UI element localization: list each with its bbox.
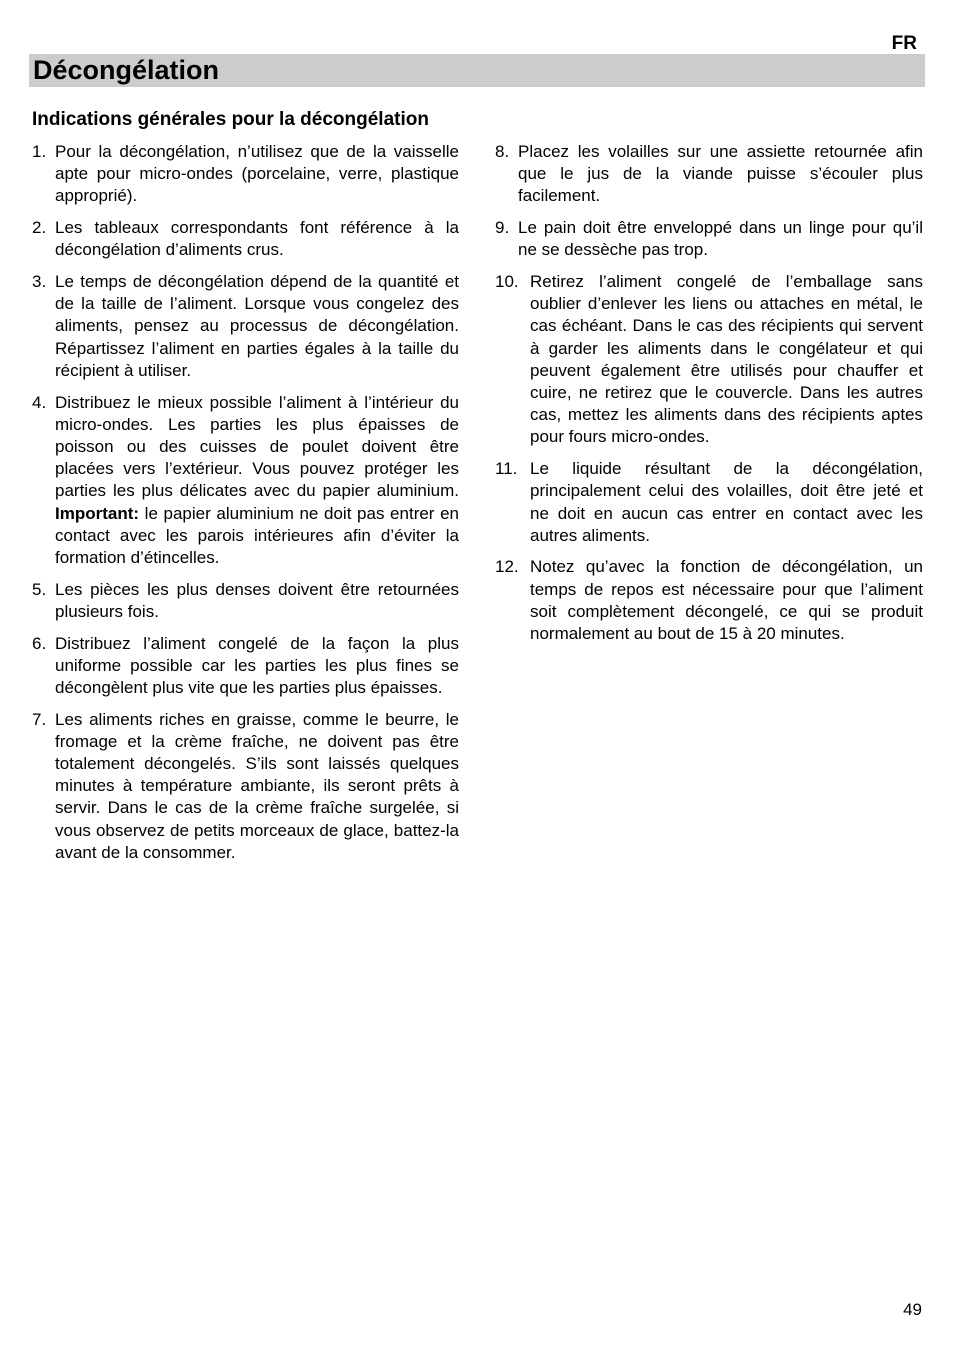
item-number: 12. [495,557,519,577]
item-text: Le pain doit être enveloppé dans un linge pour qu’il ne se dessèche pas trop. [518,218,923,260]
list-item [495,141,923,208]
item-text: Les pièces les plus denses doivent être retournées plusieurs fois. [55,579,459,621]
item-number: 7. [32,709,47,729]
item-text: Les aliments riches en graisse, comme le beurre, le fromage et la crème fraîche, ne doivent pas être totalement décongelés. S’ils sont laissés quelques minutes à température ambiante, ils seront prêts à servir. Dans le cas de la crème fraîche surgelée, si vous observez de petits morceaux de glace, battez-la avant de la consommer. [55,709,459,862]
list-item [495,458,923,547]
list-item [495,217,923,261]
item-text: Notez qu’avec la fonction de décongélation, un temps de repos est nécessaire pour que l’aliment soit complètement décongelé, ce qui se produit normalement au bout de 15 à 20 minutes. [530,557,923,644]
section-subtitle: Indications générales pour la décongélation [32,109,429,130]
item-number: 1. [32,142,47,161]
item-text: Pour la décongélation, n’utilisez que de la vaisselle apte pour micro-ondes (porcelaine, verre, plastique approprié). [55,142,459,206]
list-item [32,141,459,208]
list-item [32,633,459,700]
list-item [32,271,459,382]
left-column [32,141,459,874]
item-text: Placez les volailles sur une assiette retournée afin que le jus de la viande puisse s’écouler plus facilement. [518,142,923,206]
language-code: FR [891,33,917,54]
list-item [495,271,923,449]
item-text-part: Distribuez le mieux possible l’aliment à l’intérieur du micro-ondes. Les parties les plus épaisses de poisson ou des cuisses de poulet doivent être placées vers l’extérieur. Vous pouvez protéger les parties les plus délicates avec du papier aluminium. [55,392,459,501]
item-number: 9. [495,218,510,238]
list-item [32,392,459,570]
item-number: 2. [32,218,47,238]
item-number: 6. [32,633,47,653]
item-number: 8. [495,142,510,161]
important-label: Important: [55,503,140,523]
item-number: 3. [32,272,47,292]
item-text: Le liquide résultant de la décongélation, principalement celui des volailles, doit être jeté et ne doit en aucun cas entrer en contact avec les autres aliments. [530,459,923,545]
item-text: Le temps de décongélation dépend de la quantité et de la taille de l’aliment. Lorsque vous congelez des aliments, pensez au processus de décongélation. Répartissez l’aliment en parties égales à la taille du récipient à utiliser. [55,272,459,380]
list-item [32,217,459,261]
list-item [32,579,459,623]
item-text: Distribuez l’aliment congelé de la façon la plus uniforme possible car les parties les plus fines se décongèlent plus vite que les parties plus épaisses. [55,633,459,697]
item-number: 10. [495,272,519,292]
list-item [495,556,923,645]
item-text-part: le papier aluminium ne doit pas entrer en contact avec les parois intérieures afin d’éviter la formation d’étincelles. [55,503,459,567]
item-text: Les tableaux correspondants font référence à la décongélation d’aliments crus. [55,218,459,260]
right-column [495,141,923,655]
list-item [32,709,459,864]
page-number: 49 [903,1300,922,1319]
item-number: 11. [495,459,518,479]
item-number: 4. [32,392,47,412]
title-bar [29,54,925,87]
page-title: Décongélation [33,55,220,85]
item-text [55,392,459,570]
item-number: 5. [32,579,47,599]
item-text: Retirez l’aliment congelé de l’emballage sans oublier d’enlever les liens ou attaches en métal, le cas échéant. Dans le cas des récipients qui servent à garder les aliments dans le congélateur et qui peuvent également être utilisés pour chauffer et cuire, ne retirez que le couvercle. Dans les autres cas, mettez les aliments dans des récipients aptes pour fours micro-ondes. [530,272,923,447]
